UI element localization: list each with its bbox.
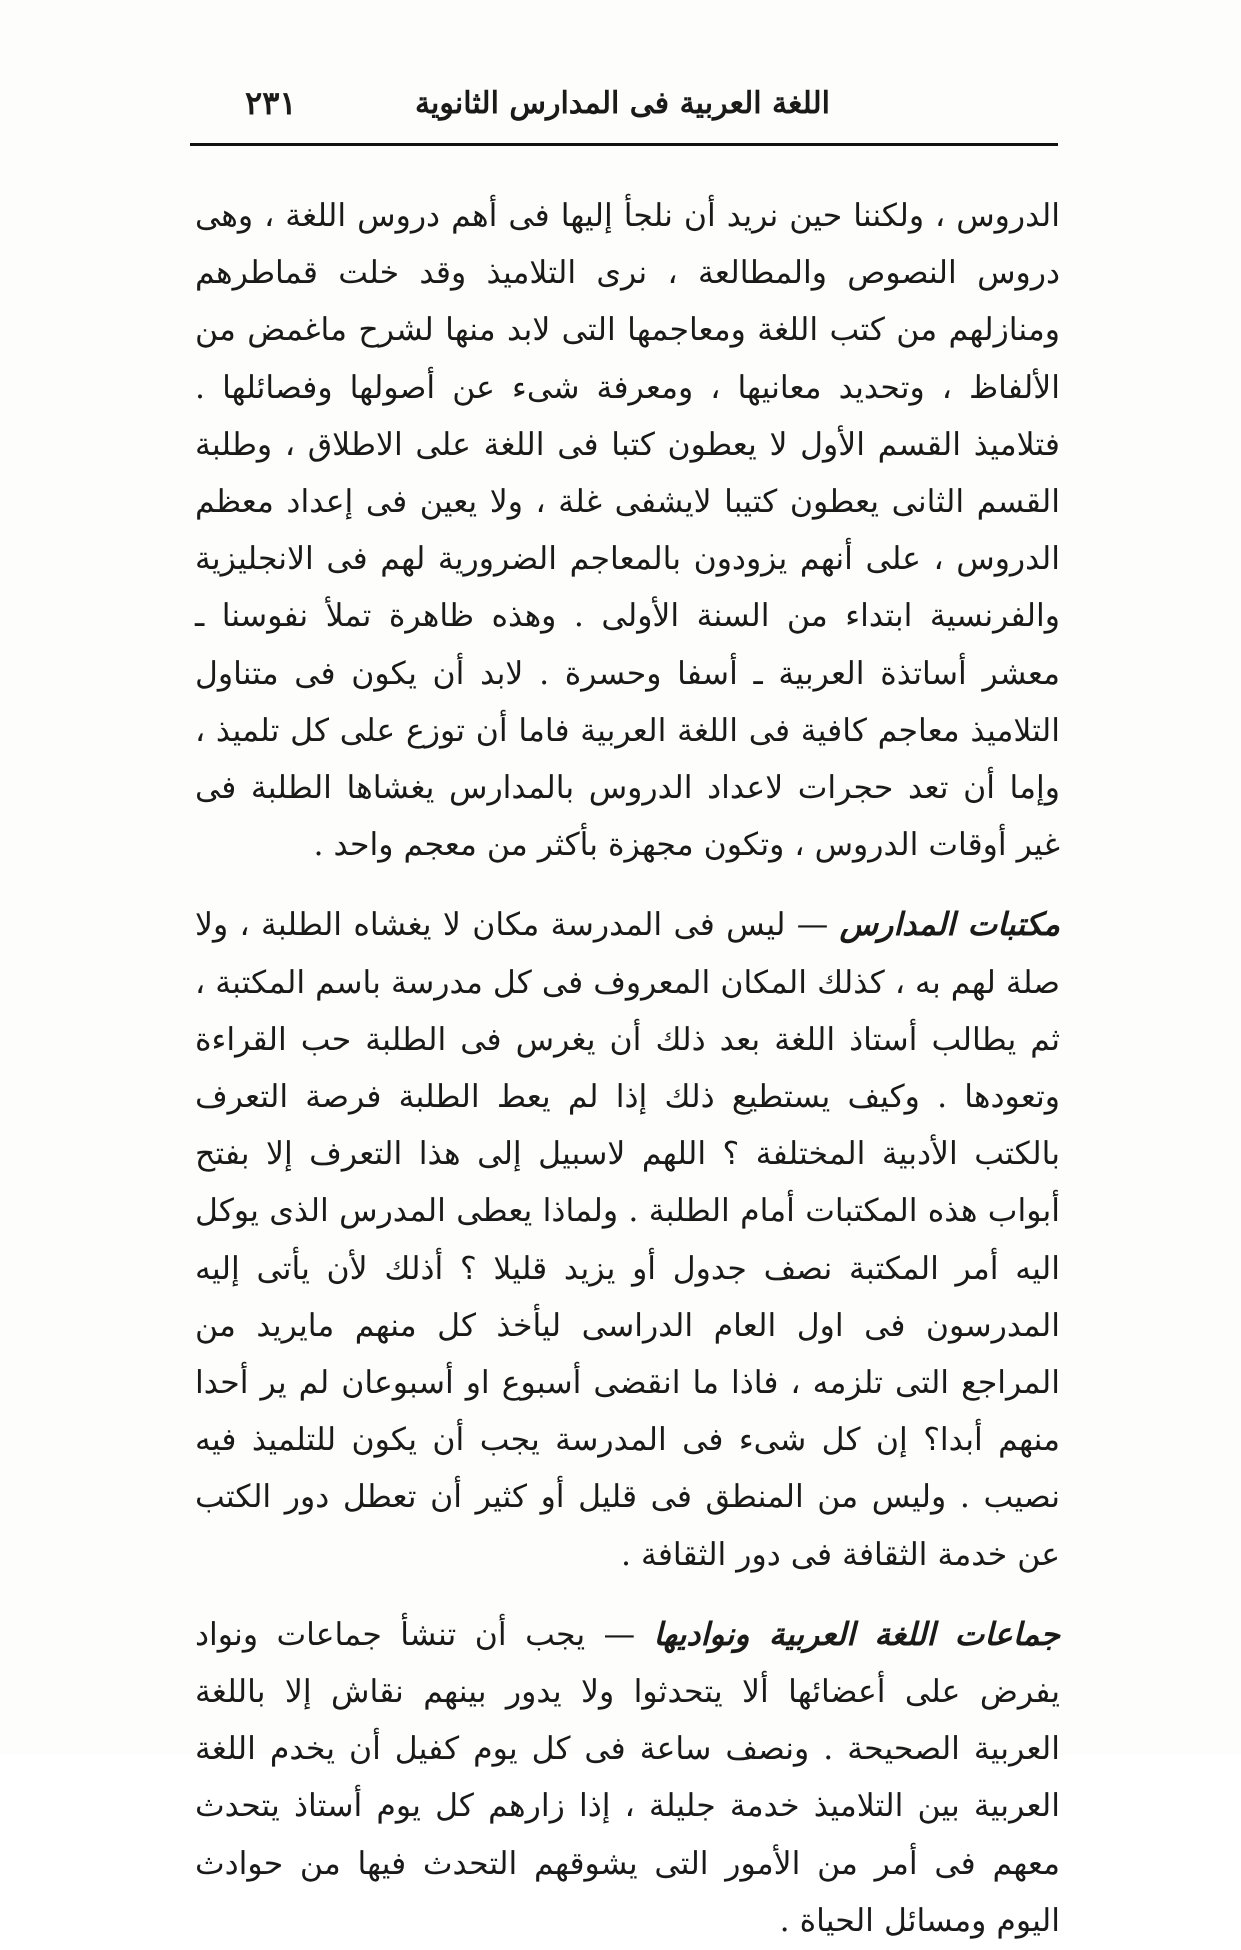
header-rule xyxy=(190,143,1058,146)
paragraph-text: الدروس ، ولكننا حين نريد أن نلجأ إليها فى أهم دروس اللغة ، وهى دروس النصوص والمطالعة ، نرى التلاميذ وقد خلت قماطرهم ومنازلهم من كتب اللغة ومعاجمها التى لابد منها لشرح ماغمض من الألفاظ ، وتحديد معانيها ، ومعرفة شىء عن أصولها وفصائلها . فتلاميذ القسم الأول لا يعطون كتبا فى اللغة على الاطلاق ، وطلبة القسم الثانى يعطون كتيبا لايشفى غلة ، ولا يعين فى إعداد معظم الدروس ، على أنهم يزودون بالمعاجم الضرورية لهم فى الانجليزية والفرنسية ابتداء من السنة الأولى . وهذه ظاهرة تملأ نفوسنا ـ معشر أساتذة العربية ـ أسفا وحسرة . لابد أن يكون فى متناول التلاميذ معاجم كافية فى اللغة العربية فاما أن توزع على كل تلميذ ، وإما أن تعد حجرات لاعداد الدروس بالمدارس يغشاها الطلبة فى غير أوقات الدروس ، وتكون مجهزة بأكثر من معجم واحد . xyxy=(195,198,1060,864)
paragraph-text: — ليس فى المدرسة مكان لا يغشاه الطلبة ، ولا صلة لهم به ، كذلك المكان المعروف فى كل مدرسة باسم المكتبة ، ثم يطالب أستاذ اللغة بعد ذلك أن يغرس فى الطلبة حب القراءة وتعودها . وكيف يستطيع ذلك إذا لم يعط الطلبة فرصة التعرف بالكتب الأدبية المختلفة ؟ اللهم لاسبيل إلى هذا التعرف إلا بفتح أبواب هذه المكتبات أمام الطلبة . ولماذا يعطى المدرس الذى يوكل اليه أمر المكتبة نصف جدول أو يزيد قليلا ؟ أذلك لأن يأتى إليه المدرسون فى اول العام الدراسى ليأخذ كل منهم مايريد من المراجع التى تلزمه ، فاذا ما انقضى أسبوع او أسبوعان لم ير أحدا منهم أبدا؟ إن كل شىء فى المدرسة يجب أن يكون للتلميذ فيه نصيب . وليس من المنطق فى قليل أو كثير أن تعطل دور الكتب عن خدمة الثقافة فى دور الثقافة . xyxy=(195,907,1060,1573)
paragraph-text: — يجب أن تنشأ جماعات ونواد يفرض على أعضائها ألا يتحدثوا ولا يدور بينهم نقاش إلا باللغة العربية الصحيحة . ونصف ساعة فى كل يوم كفيل أن يخدم اللغة العربية بين التلاميذ خدمة جليلة ، إذا زارهم كل يوم أستاذ يتحدث معهم فى أمر من الأمور التى يشوقهم التحدث فيها من حوادث اليوم ومسائل الحياة . xyxy=(195,1616,1060,1939)
body-text xyxy=(195,188,1060,1950)
paragraph-dictionaries xyxy=(195,188,1060,874)
paragraph-arabic-clubs xyxy=(195,1606,1060,1950)
running-title: اللغة العربية فى المدارس الثانوية xyxy=(414,86,830,121)
page-number: ٢٣١ xyxy=(245,84,297,122)
paragraph-school-libraries xyxy=(195,896,1060,1583)
section-heading: جماعات اللغة العربية ونواديها xyxy=(653,1615,1060,1653)
section-heading: مكتبات المدارس xyxy=(839,906,1061,944)
page-header xyxy=(190,78,1060,138)
